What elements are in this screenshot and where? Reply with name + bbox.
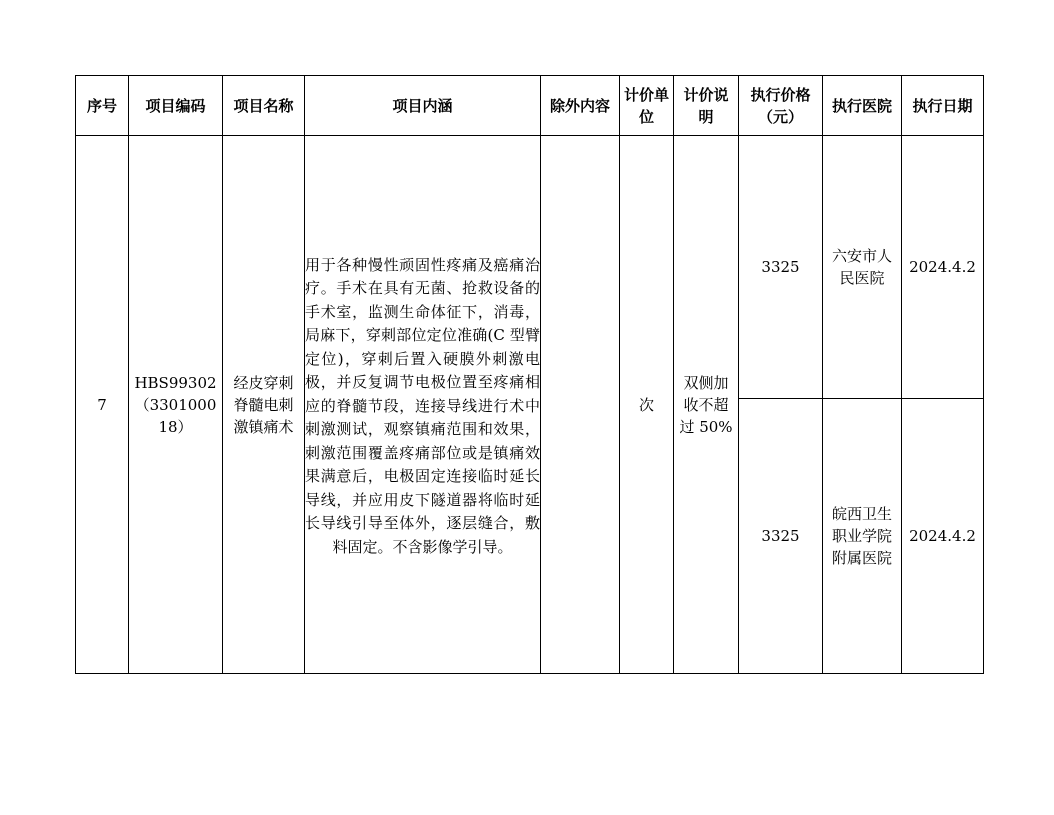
table-row	[76, 136, 984, 399]
header-unit-label: 计价单位	[624, 85, 670, 126]
cell-name	[223, 136, 305, 674]
project-name: 经皮穿刺脊髓电刺激镇痛术	[233, 373, 294, 436]
cell-hospital-2	[823, 399, 902, 674]
header-hospital: 执行医院	[823, 76, 902, 136]
cell-price-2: 3325	[739, 399, 823, 674]
header-row	[76, 76, 984, 136]
cell-note	[674, 136, 739, 674]
cell-date-2: 2024.4.2	[902, 399, 984, 674]
header-seq: 序号	[76, 76, 129, 136]
header-content: 项目内涵	[305, 76, 541, 136]
cell-seq: 7	[76, 136, 129, 674]
hospital-name-2: 皖西卫生职业学院附属医院	[831, 505, 892, 567]
header-price-label: 执行价格（元）	[750, 85, 811, 126]
header-note	[674, 76, 739, 136]
cell-price-1: 3325	[739, 136, 823, 399]
header-note-label: 计价说明	[683, 85, 729, 126]
cell-content	[305, 136, 541, 674]
pricing-table	[75, 75, 984, 674]
header-unit	[620, 76, 674, 136]
header-code: 项目编码	[129, 76, 223, 136]
header-date: 执行日期	[902, 76, 984, 136]
cell-excluded	[541, 136, 620, 674]
header-price	[739, 76, 823, 136]
cell-unit: 次	[620, 136, 674, 674]
cell-date-1: 2024.4.2	[902, 136, 984, 399]
cell-code	[129, 136, 223, 674]
hospital-name-1: 六安市人民医院	[831, 247, 892, 287]
header-excluded: 除外内容	[541, 76, 620, 136]
project-content: 用于各种慢性顽固性疼痛及癌痛治疗。手术在具有无菌、抢救设备的手术室，监测生命体征下，消毒，局麻下，穿刺部位定位准确(C 型臂定位)，穿刺后置入硬膜外刺激电极，并反复调节电极位置至疼痛相应的脊髓节段，连接导线进行术中刺激测试，观察镇痛范围和效果，刺激范围覆盖疼痛部位或是镇痛效果满意后，电极固定连接临时延长导线，并应用皮下隧道器将临时延长导线引导至体外，逐层缝合，敷料固定。不含影像学引导。	[305, 255, 540, 556]
pricing-note: 双侧加收不超过 50%	[679, 373, 733, 436]
cell-hospital-1	[823, 136, 902, 399]
header-name: 项目名称	[223, 76, 305, 136]
project-code: HBS99302（330100018）	[134, 373, 217, 436]
